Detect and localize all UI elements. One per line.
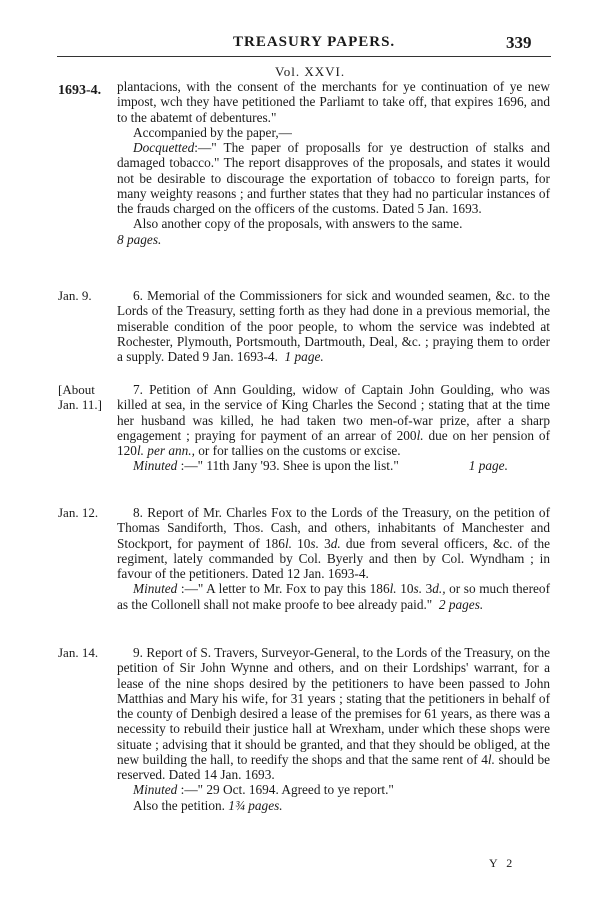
text-run: :—" A letter to Mr. Fox to pay this 186 xyxy=(177,581,390,597)
entry-8-minute xyxy=(117,581,550,612)
minuted-label: Minuted xyxy=(133,782,178,798)
entry-6-body: 6. Memorial of the Commissioners for sick and wounded seamen, &c. to the Lords of the Treasury, setting forth as they had done in a previous memorial, the miserable condition of the poor people, to whom the service was indebted at Rochester, Plymouth, Portsmouth, Dartmouth, Deal, &c. ; praying them to order a supply. Dated 9 Jan. 1693-4. xyxy=(117,288,550,364)
entry-8-text xyxy=(117,505,550,581)
margin-date-e8: Jan. 12. xyxy=(58,505,99,520)
page-count: 8 pages. xyxy=(117,231,162,247)
entry-7-minute xyxy=(117,458,550,473)
text-run: 10 xyxy=(396,581,414,597)
continuation-text: plantacions, with the consent of the merchants for ye continuation of ye new impost, wch they have petitioned the Parliamt to take off, that expires 1696, and to the abatemt of debentures." xyxy=(117,79,550,125)
minuted-text: :—" 29 Oct. 1694. Agreed to ye report." xyxy=(177,782,394,798)
currency-abbrev: l. xyxy=(136,443,144,458)
minuted-label: Minuted xyxy=(133,458,178,474)
copy-line: Also another copy of the proposals, with answers to the same. xyxy=(133,216,463,232)
currency-abbrev: s. xyxy=(413,581,423,597)
signature-mark: Y 2 xyxy=(489,856,516,870)
docquet-text: :—" The paper of proposalls for ye destruction of stalks and damaged tobacco." The report disapproves of the proposals, and states it would not be desirable to discourage the exportation of tobacco to foreign parts, for many weighty reasons ; and further states that they had no particular instances of the frauds charged on the officers of the customs. Dated 5 Jan. 1693. xyxy=(117,140,550,216)
page-count: 1 page. xyxy=(468,458,508,474)
text-run: due from several officers, &c. of the regiment, lately commanded by Col. Byerly and then by Col. Wyndham ; in favour of the petitioners. Dated 12 Jan. 1693-4. xyxy=(117,535,551,581)
docquet-label: Docquetted xyxy=(133,140,195,155)
currency-abbrev: s. xyxy=(310,535,319,551)
docquet-paragraph xyxy=(117,140,550,216)
text-run: 7. Petition of Ann Goulding, widow of Captain John Goulding, who was killed at sea, in the service of King Charles the Second ; stating that at the time her husband was killed, he had taken two men-of-war prize, after a sharp engagement ; praying for payment of an arrear of 200 xyxy=(117,382,550,443)
text-run: 8. Report of Mr. Charles Fox to the Lords of the Treasury, on the petition of Thomas Sandiforth, Thos. Cash, and others, inhabitants of Manchester and Stockport, for payment of 186 xyxy=(117,505,550,551)
margin-date-e7a: [About xyxy=(58,382,95,397)
currency-abbrev: l. xyxy=(487,751,495,767)
minuted-text: :—" 11th Jany '93. Shee is upon the list." xyxy=(177,458,399,474)
text-run: 3 xyxy=(422,581,433,597)
entry-9 xyxy=(117,645,550,813)
text-run: due on her pension of 120 xyxy=(117,427,550,458)
entry-7 xyxy=(117,382,550,474)
text-run: or so much thereof as the Collonell shall not make proofe to bee already paid." xyxy=(117,581,550,612)
page-count: 1¾ pages. xyxy=(228,797,283,813)
entry-7-text xyxy=(117,382,550,458)
currency-abbrev: l. xyxy=(416,427,424,443)
currency-abbrev: d. xyxy=(330,535,341,551)
also-text: Also the petition. xyxy=(133,797,229,813)
margin-year: 1693-4. xyxy=(58,83,102,98)
entry-8 xyxy=(117,505,550,612)
text-run: 9. Report of S. Travers, Surveyor-General, to the Lords of the Treasury, on the petition of Sir John Wynne and others, and on their Lordships' warrant, for a lease of the nine shops desired by the petitioners to have been passed to John Matthias and Mary his wife, for 31 years ; stating that the petitioners in behalf of the county of Denbigh desired a lease of the premises for 61 years, as there was a necessity to rebuild their justice hall at Wrexham, under which these shops were situate ; advising that it should be granted, and that they should be obliged, at the new building the hall, to reedify the shops and that the same rent of 4 xyxy=(117,645,550,767)
volume-heading: Vol. XXVI. xyxy=(275,64,346,79)
page-count: 2 pages. xyxy=(438,596,484,612)
currency-abbrev: l. xyxy=(284,535,292,551)
minuted-label: Minuted xyxy=(133,581,178,597)
currency-abbrev: d., xyxy=(432,581,446,597)
text-run: 10 xyxy=(291,535,311,551)
currency-abbrev: l. xyxy=(389,581,397,597)
text-run: should be reserved. Dated 14 Jan. 1693. xyxy=(117,751,550,782)
entry-9-text xyxy=(117,645,550,782)
margin-date-e7b: Jan. 11.] xyxy=(58,397,102,412)
entry-6-text xyxy=(117,288,550,364)
header-rule xyxy=(57,56,551,57)
entry-continuation xyxy=(117,79,550,247)
page-count: 1 page. xyxy=(284,349,324,364)
text-run: 3 xyxy=(318,535,331,551)
entry-9-minute xyxy=(117,782,550,797)
running-title: TREASURY PAPERS. xyxy=(233,34,396,50)
accompanied-line: Accompanied by the paper,— xyxy=(133,124,292,140)
entry-9-also xyxy=(117,798,550,813)
text-run: or for tallies on the customs or excise. xyxy=(194,443,401,458)
margin-date-e6: Jan. 9. xyxy=(58,288,92,303)
page-number: 339 xyxy=(506,33,532,52)
per-annum: per ann., xyxy=(143,443,195,458)
entry-6 xyxy=(117,288,550,364)
margin-date-e9: Jan. 14. xyxy=(58,645,99,660)
